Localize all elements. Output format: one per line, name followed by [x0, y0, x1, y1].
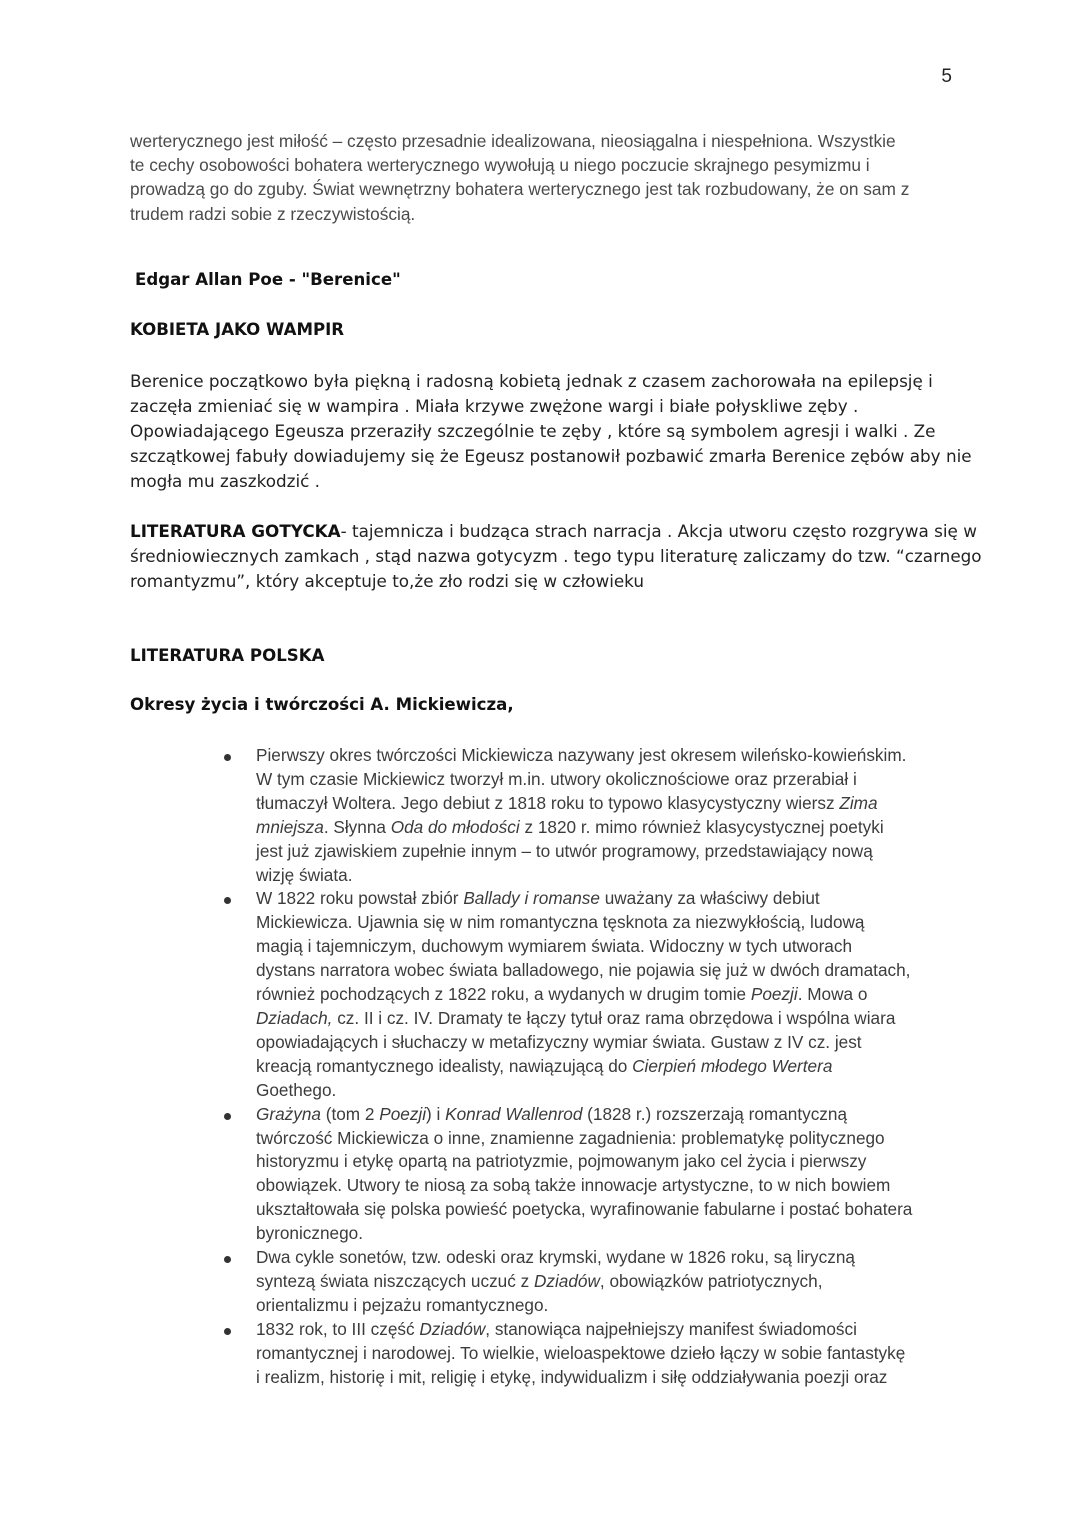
text-line	[256, 1079, 960, 1103]
bullet-dot-icon	[224, 754, 231, 761]
italic-title: Ballady i romanse	[463, 888, 600, 909]
list-item	[0, 1246, 1080, 1318]
bullet-dot-icon	[224, 1113, 231, 1120]
gothic-paragraph	[130, 519, 982, 594]
text-line	[256, 744, 960, 768]
text-line	[256, 864, 960, 888]
text-segment: ) i	[426, 1103, 446, 1124]
text-line: zaczęła zmieniać się w wampira . Miała krzywe zwężone wargi i białe połyskliwe zęby .	[130, 396, 859, 416]
text-segment: i realizm, historię i mit, religię i etykę, indywidualizm i siłę oddziaływania poezji oraz	[256, 1366, 888, 1387]
text-line: Berenice początkowo była piękną i radosną kobietą jednak z czasem zachorowała na epilepsję i	[130, 371, 933, 391]
text-line	[256, 1055, 960, 1079]
list-item	[0, 1103, 1080, 1246]
text-segment: kreacją romantycznego idealisty, nawiązującą do	[256, 1055, 633, 1076]
text-segment: W 1822 roku powstał zbiór	[256, 888, 464, 909]
text-line	[256, 1246, 960, 1270]
text-segment: Mickiewicza. Ujawnia się w nim romantyczna tęsknota za niezwykłością, ludową	[256, 912, 865, 933]
text-line: werterycznego jest miłość – często przesadnie idealizowana, nieosiągalna i niespełniona. Wszystkie	[130, 131, 896, 151]
text-segment: Pierwszy okres twórczości Mickiewicza nazywany jest okresem wileńsko-kowieńskim.	[256, 745, 907, 765]
text-segment: wizję świata.	[256, 864, 353, 885]
italic-title: Dziadach,	[256, 1007, 333, 1028]
text-line	[256, 1270, 960, 1294]
text-line	[256, 887, 960, 911]
text-segment: (1828 r.) rozszerzają romantyczną	[582, 1103, 848, 1124]
text-line: romantyzmu”, który akceptuje to,że zło rodzi się w człowieku	[130, 571, 645, 591]
italic-title: Dziadów	[419, 1318, 486, 1339]
text-line: mogła mu zaszkodzić .	[130, 471, 321, 491]
italic-title: Poezji	[750, 984, 798, 1005]
text-segment: romantycznej i narodowej. To wielkie, wieloaspektowe dzieło łączy w sobie fantastykę	[256, 1342, 906, 1363]
text-line: średniowiecznych zamkach , stąd nazwa gotycyzm . tego typu literaturę zaliczamy do tzw. “czarnego	[130, 546, 982, 566]
text-line	[256, 1222, 960, 1246]
italic-title: Grażyna	[256, 1103, 321, 1124]
bullet-dot-icon	[224, 1328, 231, 1335]
italic-title: Zima	[839, 792, 878, 813]
text-line: te cechy osobowości bohatera werterycznego wywołują u niego poczucie skrajnego pesymizmu i	[130, 155, 870, 176]
text-line	[256, 935, 960, 959]
text-segment: ukształtowała się polska powieść poetycka, wyrafinowanie fabularne i postać bohatera	[256, 1199, 913, 1220]
text-line: szczątkowej fabuły dowiadujemy się że Egeusz postanowił pozbawić zmarła Berenice zębów aby nie	[130, 446, 972, 466]
text-line	[256, 1198, 960, 1222]
text-line	[256, 816, 960, 840]
text-line: prowadzą go do zguby. Świat wewnętrzny bohatera werterycznego jest tak rozbudowany, że on sam z	[130, 179, 910, 200]
text-segment: jest już zjawiskiem zupełnie innym – to utwór programowy, przedstawiający nową	[256, 840, 873, 861]
text-segment: Dwa cykle sonetów, tzw. odeski oraz krymski, wydane w 1826 roku, są liryczną	[256, 1247, 855, 1268]
italic-title: Poezji	[379, 1103, 427, 1124]
text-segment: orientalizmu i pejzażu romantycznego.	[256, 1294, 549, 1315]
text-line	[256, 1127, 960, 1151]
italic-title: Oda do młodości	[390, 816, 520, 837]
list-item	[0, 744, 1080, 887]
text-segment: 1832 rok, to III część	[256, 1318, 420, 1339]
text-segment: syntezą świata niszczących uczuć z	[256, 1270, 534, 1291]
text-segment: z 1820 r. mimo również klasycystycznej poetyki	[519, 816, 884, 837]
text-line	[256, 1031, 960, 1055]
text-line	[256, 1318, 960, 1342]
gothic-term: LITERATURA GOTYCKA	[130, 521, 341, 541]
text-line: trudem radzi sobie z rzeczywistością.	[130, 203, 416, 224]
text-segment: magią i tajemniczym, duchowym wymiarem świata. Widoczny w tych utworach	[256, 936, 853, 957]
text-segment: (tom 2	[320, 1103, 380, 1124]
text-line	[256, 1366, 960, 1390]
text-segment: byronicznego.	[256, 1223, 364, 1244]
page-number: 5	[941, 66, 952, 87]
text-segment: opowiadających i słuchaczy w metafizyczny wymiar świata. Gustaw z IV cz. jest	[256, 1031, 862, 1052]
text-segment: , stanowiąca najpełniejszy manifest świadomości	[485, 1318, 857, 1339]
mickiewicz-heading: Okresy życia i twórczości A. Mickiewicza,	[130, 695, 514, 714]
text-segment: cz. II i cz. IV. Dramaty te łączy tytuł oraz rama obrzędowa i wspólna wiara	[332, 1007, 896, 1028]
text-segment: również pochodzących z 1822 roku, a wydanych w drugim tomie	[256, 984, 751, 1005]
gothic-definition: - tajemnicza i budząca strach narracja . Akcja utworu często rozgrywa się w	[340, 521, 977, 541]
italic-title: Dziadów	[533, 1270, 600, 1291]
text-line	[256, 768, 960, 792]
polish-literature-heading: LITERATURA POLSKA	[130, 646, 325, 665]
text-line	[256, 1103, 960, 1127]
list-item	[0, 887, 1080, 1102]
text-segment: historyzmu i etykę opartą na patriotyzmie, pojmowanym jako cel życia i pierwszy	[256, 1151, 867, 1172]
bullet-dot-icon	[224, 897, 231, 904]
text-segment: tłumaczył Woltera. Jego debiut z 1818 roku to typowo klasycystyczny wiersz	[256, 792, 840, 813]
poe-heading: Edgar Allan Poe - "Berenice"	[135, 270, 401, 289]
text-segment: dystans narratora wobec świata balladowego, nie pojawia się już w dwóch dramatach,	[256, 960, 911, 981]
werter-paragraph	[130, 129, 960, 226]
berenice-paragraph	[130, 369, 972, 494]
text-segment: , obowiązków patriotycznych,	[599, 1270, 823, 1291]
text-segment: obowiązek. Utwory te niosą za sobą także innowacje artystyczne, to w nich bowiem	[256, 1175, 891, 1196]
text-segment: twórczość Mickiewicza o inne, znamienne zagadnienia: problematykę politycznego	[256, 1127, 885, 1148]
text-segment: W tym czasie Mickiewicz tworzył m.in. utwory okolicznościowe oraz przerabiał i	[256, 768, 857, 789]
text-line	[256, 911, 960, 935]
italic-title: Konrad Wallenrod	[445, 1103, 583, 1124]
text-segment: . Mowa o	[797, 984, 868, 1005]
italic-title: mniejsza	[256, 816, 324, 837]
text-line	[256, 1150, 960, 1174]
list-item	[0, 1318, 1080, 1390]
text-line	[130, 519, 977, 544]
text-line	[256, 983, 960, 1007]
text-line	[256, 840, 960, 864]
text-line	[256, 1007, 960, 1031]
italic-title: Cierpień młodego Wertera	[632, 1055, 833, 1076]
mickiewicz-periods-list	[0, 744, 1080, 1389]
bullet-dot-icon	[224, 1256, 231, 1263]
text-segment: uważany za właściwy debiut	[599, 888, 820, 909]
text-line	[256, 1294, 960, 1318]
text-segment: Goethego.	[256, 1079, 337, 1100]
text-line	[256, 1342, 960, 1366]
text-line	[256, 1174, 960, 1198]
text-line	[256, 792, 960, 816]
vampire-heading: KOBIETA JAKO WAMPIR	[130, 320, 345, 339]
text-line	[256, 959, 960, 983]
text-line: Opowiadającego Egeusza przeraziły szczególnie te zęby , które są symbolem agresji i walki . Ze	[130, 421, 936, 441]
text-segment: . Słynna	[323, 816, 391, 837]
